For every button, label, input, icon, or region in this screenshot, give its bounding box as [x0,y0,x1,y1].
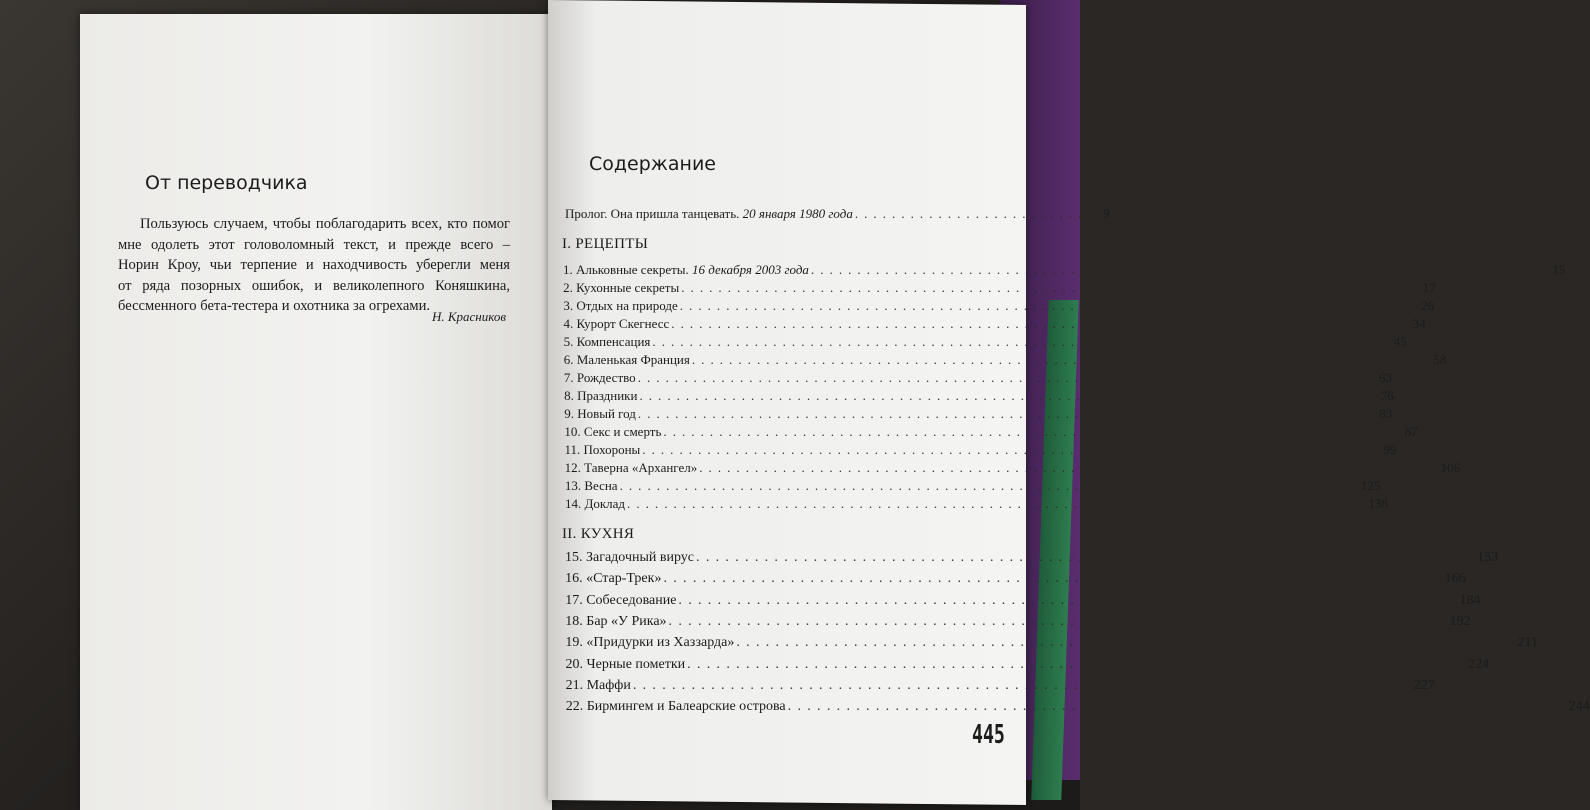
toc-leader-dots: . . . . . . . . . . . . . . . . . . . . . . . . . . . . . . . . . . . . . . . . . . . . . . . . . . . . . . . . . . . . . . . . . . . . . . . . . . . . . . . . [681,280,1421,295]
toc-entry-page: 76 [1380,388,1394,403]
toc-entry [563,352,1447,369]
toc-entry-page: 45 [1393,334,1407,349]
toc-entry-page: 63 [1379,370,1393,385]
paragraph-line: бессменного бета-тестера и охотника за огрехами. [118,298,431,314]
toc-leader-dots: . . . . . . . . . . . . . . . . . . . . . . . . . . . . . . . . . . . . . . . . . . . . . . . . . . . . . . . . . . . . . . . . . . . . . . . . . . . . . . . . [619,478,1359,493]
toc-entry [563,370,1393,387]
toc-leader-dots: . . . . . . . . . . . . . . . . . . . . . . . . . . . . . . . . . . . . . . . . . . . . . . . . . . . . . . . . . . . . . . . . . . . . . . . . . . . . . . . . [691,352,1432,367]
toc-leader-dots: . . . . . . . . . . . . . . . . . . . . . . . . . . . . . . . . . . . . . . . . . . . . . . . . . . . . . . . . . . . . . . . . . . . . . . . . . . . . . . . . [671,316,1411,331]
left-page [80,14,552,810]
toc-entry-page: 138 [1368,496,1388,511]
toc-entry [565,592,1481,610]
section-heading-kitchen: II. КУХНЯ [562,526,635,542]
toc-leader-dots: . . . . . . . . . . . . . . . . . . . . . . . . . . . . . . . . . . . . . . . . . . . . . . . . . . . . . . . . . . . . . . . . . . . . . . . . . . . . . . . . [810,262,1551,277]
toc-entry [564,388,1394,405]
toc-leader-dots: . . . . . . . . . . . . . . . . . . . . . . . . . . . . . . . . . . . . . . . . . . . . . . . . . . . . . . . . . . . . . . . . . . . . . . . . . . . . . . . . [627,496,1367,511]
toc-entry-page: 125 [1360,478,1381,493]
toc-entry-label: Пролог. Она пришла танцевать. 20 января 1980 года [565,206,853,221]
toc-entry-page: 227 [1413,677,1435,693]
toc-entry-page: 34 [1412,316,1426,331]
paragraph-line: Норин Кроу, чьи терпение и находчивость уберегли меня [118,257,510,273]
toc-entry-page: 58 [1433,352,1447,367]
toc-entry-label: 22. Бирмингем и Балеарские острова [565,699,786,715]
toc-entry-label: 1. Альковные секреты. 16 декабря 2003 года [563,262,809,277]
toc-leader-dots: . . . . . . . . . . . . . . . . . . . . . . . . . . . [854,206,1102,221]
toc-entry [565,635,1538,652]
translator-signature: Н. Красников [432,309,506,324]
toc-leader-dots: . . . . . . . . . . . . . . . . . . . . . . . . . . . . . . . . . . . . . . . . . . . . . . . . . . . . . . . . . . . . . . . . . . . . . . . . . . . . . . . . [639,388,1379,403]
toc-leader-dots: . . . . . . . . . . . . . . . . . . . . . . . . . . . . . . . . . . . . . . . . . . . . . . . . . . . . . . . . . . . . . . . . . . . . . . . . . . . . . . . . [696,550,1476,565]
toc-entry [563,280,1436,297]
toc-entry-label: 11. Похороны [564,442,641,457]
toc-entry-label: 21. Маффи [565,677,631,693]
toc-entry [565,699,1590,716]
toc-entry-page: 211 [1517,635,1538,651]
toc-leader-dots: . . . . . . . . . . . . . . . . . . . . . . . . . . . . . . . . . . . . . . . . . . . . . . . . . . . . . . . . . . . . . . . . . . . . . . . . . . . . . . . . [687,656,1467,672]
toc-leader-dots: . . . . . . . . . . . . . . . . . . . . . . . . . . . . . . . . . . . . . . . . . . . . . . . . . . . . . . . . . . . . . . . . . . . . . . . . . . . . . . . . [787,699,1567,715]
translator-note-paragraph [118,214,510,317]
toc-entry-label: 18. Бар «У Рика» [565,613,667,629]
toc-entry-label: 10. Секс и смерть [564,424,662,439]
toc-entry [563,334,1407,351]
toc-entry-label: 2. Кухонные секреты [563,280,680,295]
toc-entry-label: 12. Таверна «Архангел» [564,460,698,475]
translator-note-title: От переводчика [145,172,308,194]
paragraph-line: мне одолеть этот головоломный текст, и прежде всего – [118,236,510,253]
toc-entry-label: 7. Рождество [563,370,636,385]
toc-entry-page: 153 [1477,550,1499,565]
toc-entry-label: 3. Отдых на природе [563,298,678,313]
paragraph-line: от ряда позорных ошибок, и великолепного Коняшкина, [118,277,510,294]
paragraph-line: Пользуюсь случаем, чтобы поблагодарить всех, кто помог [140,216,510,232]
toc-entry-page: 192 [1449,613,1471,629]
toc-entry-label: 14. Доклад [564,496,626,511]
toc-entry [564,496,1388,513]
toc-entry-page: 99 [1383,442,1397,457]
toc-entry [564,406,1393,423]
toc-leader-dots: . . . . . . . . . . . . . . . . . . . . . . . . . . . . . . . . . . . . . . . . . . . . . . . . . . . . . . . . . . . . . . . . . . . . . . . . . . . . . . . . [637,370,1378,385]
toc-entry-page: 15 [1552,262,1566,277]
toc-leader-dots: . . . . . . . . . . . . . . . . . . . . . . . . . . . . . . . . . . . . . . . . . . . . . . . . . . . . . . . . . . . . . . . . . . . . . . . . . . . . . . . . [632,677,1412,693]
toc-entry-label: 17. Собеседование [565,592,677,608]
toc-entry-page: 26 [1421,298,1435,313]
toc-entry-page: 17 [1422,280,1436,295]
toc-entry-label: 13. Весна [564,478,618,493]
toc-entry [564,460,1461,477]
toc-leader-dots: . . . . . . . . . . . . . . . . . . . . . . . . . . . . . . . . . . . . . . . . . . . . . . . . . . . . . . . . . . . . . . . . . . . . . . . . . . . . . . . . [637,406,1378,421]
toc-entry-label: 8. Праздники [564,388,638,403]
toc-leader-dots: . . . . . . . . . . . . . . . . . . . . . . . . . . . . . . . . . . . . . . . . . . . . . . . . . . . . . . . . . . . . . . . . . . . . . . . . . . . . . . . . [652,334,1392,349]
toc-entry-label: 5. Компенсация [563,334,651,349]
toc-entry [563,298,1435,315]
toc-leader-dots: . . . . . . . . . . . . . . . . . . . . . . . . . . . . . . . . . . . . . . . . . . . . . . . . . . . . . . . . . . . . . . . . . . . . . . . . . . . . . . . . [678,592,1458,608]
toc-leader-dots: . . . . . . . . . . . . . . . . . . . . . . . . . . . . . . . . . . . . . . . . . . . . . . . . . . . . . . . . . . . . . . . . . . . . . . . . . . . . . . . . [699,460,1439,475]
toc-entry [565,571,1466,588]
contents-title: Содержание [589,153,716,175]
toc-entry [564,424,1418,441]
toc-entry-label: 20. Черные пометки [565,656,686,672]
toc-entry [565,656,1490,674]
toc-entry-page: 83 [1379,406,1393,421]
toc-entry [563,316,1426,333]
toc-entry-prologue [565,206,1110,223]
toc-leader-dots: . . . . . . . . . . . . . . . . . . . . . . . . . . . . . . . . . . . . . . . . . . . . . . . . . . . . . . . . . . . . . . . . . . . . . . . . . . . . . . . . [736,635,1516,651]
toc-entry [565,613,1471,631]
toc-entry-label: 16. «Стар-Трек» [565,571,662,587]
toc-leader-dots: . . . . . . . . . . . . . . . . . . . . . . . . . . . . . . . . . . . . . . . . . . . . . . . . . . . . . . . . . . . . . . . . . . . . . . . . . . . . . . . . [642,442,1382,457]
toc-entry-page: 9 [1103,206,1110,221]
toc-entry [564,442,1397,459]
toc-entry [564,478,1381,495]
toc-entry-page: 184 [1459,592,1481,608]
toc-entry-page: 166 [1444,571,1466,587]
page-number: 445 [972,720,1005,750]
toc-leader-dots: . . . . . . . . . . . . . . . . . . . . . . . . . . . . . . . . . . . . . . . . . . . . . . . . . . . . . . . . . . . . . . . . . . . . . . . . . . . . . . . . [679,298,1420,313]
toc-entry-label: 9. Новый год [564,406,636,421]
toc-entry-label: 4. Курорт Скегнесс [563,316,670,331]
toc-entry [563,262,1566,279]
toc-entry-page: 224 [1468,656,1490,672]
toc-entry [565,550,1499,567]
toc-leader-dots: . . . . . . . . . . . . . . . . . . . . . . . . . . . . . . . . . . . . . . . . . . . . . . . . . . . . . . . . . . . . . . . . . . . . . . . . . . . . . . . . [668,613,1448,629]
toc-entry [565,677,1435,695]
toc-leader-dots: . . . . . . . . . . . . . . . . . . . . . . . . . . . . . . . . . . . . . . . . . . . . . . . . . . . . . . . . . . . . . . . . . . . . . . . . . . . . . . . . [663,571,1443,587]
toc-entry-label: 15. Загадочный вирус [565,550,695,565]
toc-entry-page: 87 [1404,424,1418,439]
section-heading-recipes: I. РЕЦЕПТЫ [562,236,649,252]
toc-entry-label: 19. «Придурки из Хаззарда» [565,635,735,651]
toc-entry-page: 244 [1568,699,1590,715]
toc-entry-label: 6. Маленькая Франция [563,352,690,367]
toc-entry-page: 106 [1440,460,1461,475]
toc-leader-dots: . . . . . . . . . . . . . . . . . . . . . . . . . . . . . . . . . . . . . . . . . . . . . . . . . . . . . . . . . . . . . . . . . . . . . . . . . . . . . . . . [663,424,1403,439]
